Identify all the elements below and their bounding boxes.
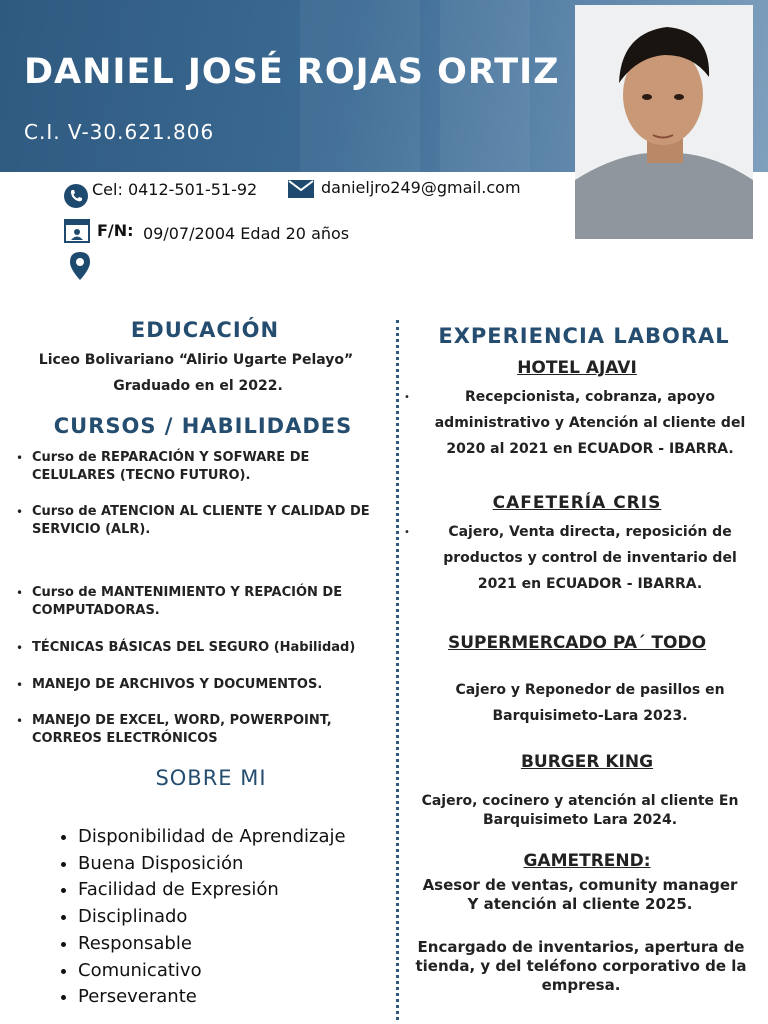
- education-school: Liceo Bolivariano “Alirio Ugarte Pelayo”: [38, 352, 354, 368]
- job-extra-description: Encargado de inventarios, apertura de tienda, y del teléfono corporativo de la empresa.: [415, 938, 747, 994]
- bullet: •: [16, 714, 24, 728]
- job-title: CAFETERÍA CRIS: [492, 493, 662, 513]
- profile-photo: [575, 5, 753, 239]
- course-item: TÉCNICAS BÁSICAS DEL SEGURO (Habilidad): [32, 640, 356, 655]
- bullet: •: [16, 586, 24, 600]
- job-description: Cajero, cocinero y atención al cliente En Barquisimeto Lara 2024.: [421, 793, 739, 828]
- experience-heading: EXPERIENCIA LABORAL: [438, 324, 730, 348]
- bullet: •: [16, 451, 24, 465]
- education-graduated: Graduado en el 2022.: [113, 378, 283, 394]
- course-item: Curso de ATENCION AL CLIENTE Y CALIDAD DE SERVICIO (ALR).: [32, 504, 370, 537]
- about-heading: SOBRE MI: [155, 766, 267, 790]
- course-item: MANEJO DE ARCHIVOS Y DOCUMENTOS.: [32, 677, 323, 692]
- job-description: Asesor de ventas, comunity manager Y atención al cliente 2025.: [422, 876, 738, 913]
- phone-number: Cel: 0412-501-51-92: [92, 180, 258, 199]
- bullet: •: [16, 641, 24, 655]
- job-description: Recepcionista, cobranza, apoyo administrativo y Atención al cliente del 2020 al 2021 en ECUADOR - IBARRA.: [434, 389, 746, 457]
- course-item: Curso de REPARACIÓN Y SOFWARE DE CELULARES (TECNO FUTURO).: [32, 450, 310, 483]
- bullet: •: [16, 678, 24, 692]
- job-title: BURGER KING: [520, 752, 654, 772]
- bullet: •: [16, 505, 24, 519]
- bullet: •: [404, 527, 410, 538]
- bullet: •: [404, 392, 410, 403]
- job-title: HOTEL AJAVI: [517, 358, 637, 378]
- job-title: SUPERMERCADO PA´ TODO: [447, 633, 707, 653]
- about-item: • Disponibilidad de Aprendizaje: [78, 824, 346, 851]
- birth-date-age: 09/07/2004 Edad 20 años: [143, 224, 350, 243]
- courses-heading: CURSOS / HABILIDADES: [53, 414, 353, 438]
- calendar-icon: [64, 217, 90, 247]
- phone-icon: [64, 184, 88, 212]
- about-item: • Disciplinado: [78, 904, 346, 931]
- about-item: • Comunicativo: [78, 958, 346, 985]
- id-number: C.I. V-30.621.806: [24, 120, 215, 144]
- about-list: [54, 824, 346, 1011]
- job-description: Cajero y Reponedor de pasillos en Barquisimeto-Lara 2023.: [455, 682, 725, 724]
- about-item: • Facilidad de Expresión: [78, 877, 346, 904]
- course-item: MANEJO DE EXCEL, WORD, POWERPOINT, CORREOS ELECTRÓNICOS: [32, 713, 332, 746]
- job-description: Cajero, Venta directa, reposición de productos y control de inventario del 2021 en ECUADOR - IBARRA.: [443, 524, 737, 592]
- about-item: • Buena Disposición: [78, 851, 346, 878]
- full-name: DANIEL JOSÉ ROJAS ORTIZ: [24, 52, 560, 92]
- email-address[interactable]: danieljro249@gmail.com: [321, 178, 521, 197]
- about-item: • Perseverante: [78, 984, 346, 1011]
- course-item: Curso de MANTENIMIENTO Y REPACIÓN DE COMPUTADORAS.: [32, 585, 343, 618]
- mail-icon: [288, 180, 314, 202]
- birth-label: F/N:: [97, 221, 134, 240]
- education-heading: EDUCACIÓN: [130, 318, 280, 342]
- location-pin-icon: [70, 252, 90, 284]
- about-item: • Responsable: [78, 931, 346, 958]
- job-title: GAMETREND:: [523, 851, 651, 871]
